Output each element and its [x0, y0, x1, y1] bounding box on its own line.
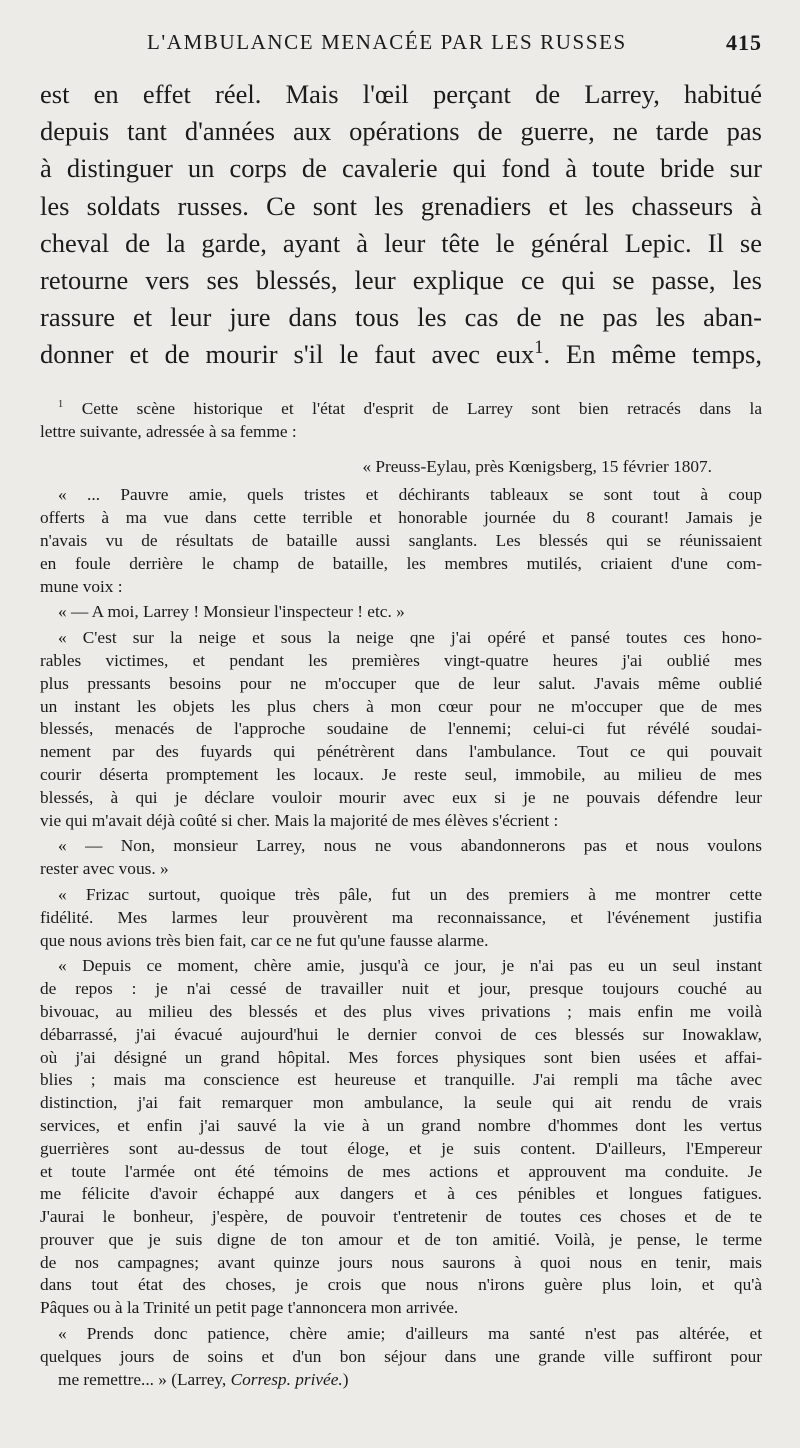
- text-fragment: me remettre... » (Larrey,: [58, 1369, 231, 1389]
- footnote-line: services, et enfin j'ai sauvé la vie à un grand nombre d'hommes dont les vertus: [40, 1115, 762, 1135]
- text-line: cheval de la garde, ayant à leur tête le général Lepic. Il se: [40, 227, 762, 258]
- running-title: L'AMBULANCE MENACÉE PAR LES RUSSES: [147, 30, 627, 54]
- footnote-line: mune voix :: [40, 576, 123, 596]
- footnote-line: lettre suivante, adressée à sa femme :: [40, 421, 297, 441]
- footnote-reference: 1: [534, 337, 544, 359]
- text-fragment: donner et de mourir s'il le faut avec eux: [40, 339, 535, 370]
- footnote-line: et toute l'armée ont été témoins de mes actions et approuvent ma conduite. Je: [40, 1161, 762, 1181]
- text-fragment: ): [342, 1369, 349, 1389]
- footnote-line: un instant les objets les plus chers à mon cœur pour ne m'occuper que de mes: [40, 696, 762, 716]
- footnote-line: que nous avions très bien fait, car ce ne fut qu'une fausse alarme.: [40, 930, 489, 950]
- footnote-line: où j'ai désigné un grand hôpital. Mes forces physiques sont bien usées et affai-: [40, 1047, 762, 1067]
- footnote-line: de nos campagnes; avant quinze jours nous saurons à quoi nous en tenir, mais: [40, 1252, 762, 1272]
- footnote-line: blessés, à qui je déclare vouloir mourir avec eux si je ne pouvais défendre leur: [40, 787, 762, 807]
- footnote-line: en foule derrière le champ de bataille, les membres mutilés, criaient d'une com-: [40, 553, 762, 573]
- footnote-line: « Frizac surtout, quoique très pâle, fut un des premiers à me montrer cette: [58, 884, 762, 904]
- footnote-line: de repos : je n'ai cessé de travailler nuit et jour, presque toujours couché au: [40, 979, 762, 999]
- main-paragraph: [40, 76, 762, 374]
- footnote-line: fidélité. Mes larmes leur prouvèrent ma reconnaissance, et l'événement justifia: [40, 907, 762, 927]
- footnote-line: blies ; mais ma conscience est heureuse et tranquille. J'ai rempli ma tâche avec: [40, 1070, 762, 1090]
- footnote-line: offerts à ma vue dans cette terrible et honorable journée du 8 courant! Jamais je: [40, 508, 762, 528]
- footnote-line: Pâques ou à la Trinité un petit page t'annoncera mon arrivée.: [40, 1298, 459, 1318]
- page-header: [40, 30, 762, 60]
- footnote-line: bivouac, au milieu des blessés et des plus vives privations ; mais enfin me voilà: [40, 1001, 762, 1021]
- letter-dateline: « Preuss-Eylau, près Kœnigsberg, 15 février 1807.: [362, 456, 712, 476]
- footnote-line: prouver que je suis digne de ton amour et de ton amitié. Voilà, je pense, le terme: [40, 1229, 762, 1249]
- footnote-line: rables victimes, et pendant les premières vingt-quatre heures j'ai oublié mes: [40, 650, 762, 670]
- footnote-line: J'aurai le bonheur, j'espère, de pouvoir t'entretenir de toutes ces choses et de te: [40, 1207, 762, 1227]
- footnote-line: « Depuis ce moment, chère amie, jusqu'à ce jour, je n'ai pas eu un seul instant: [58, 956, 762, 976]
- text-fragment: Cette scène historique et l'état d'esprit de Larrey sont bien retracés dans la: [81, 399, 762, 418]
- footnote-line: courir déserta promptement les locaux. Je reste seul, immobile, au milieu de mes: [40, 764, 762, 784]
- text-line: depuis tant d'années aux opérations de guerre, ne tarde pas: [40, 116, 762, 147]
- footnote-line: distinction, j'ai fait remarquer mon ambulance, la seule qui ait rendu de vrais: [40, 1093, 762, 1113]
- text-line: [40, 336, 762, 373]
- footnote-line: « C'est sur la neige et sous la neige qne j'ai opéré et pansé toutes ces hono-: [58, 628, 762, 648]
- footnote-line: débarrassé, j'ai évacué aujourd'hui le dernier convoi de ces blessés sur Inowaklaw,: [40, 1024, 762, 1044]
- footnote-line: « Prends donc patience, chère amie; d'ailleurs ma santé n'est pas altérée, et: [58, 1324, 762, 1344]
- footnote-line: [40, 1369, 762, 1392]
- text-line: retourne vers ses blessés, leur explique ce qui se passe, les: [40, 264, 762, 295]
- footnote-line: « — A moi, Larrey ! Monsieur l'inspecteur ! etc. »: [58, 602, 405, 622]
- text-line: rassure et leur jure dans tous les cas de ne pas les aban-: [40, 302, 762, 333]
- footnote-line: « — Non, monsieur Larrey, nous ne vous abandonnerons pas et nous voulons: [58, 836, 762, 856]
- footnote-line: « ... Pauvre amie, quels tristes et déchirants tableaux se sont tout à coup: [58, 485, 762, 505]
- text-line: les soldats russes. Ce sont les grenadiers et les chasseurs à: [40, 190, 762, 221]
- footnote-line: [40, 398, 762, 421]
- footnote-line: plus pressants besoins pour ne m'occuper que de leur salut. J'avais même oublié: [40, 673, 762, 693]
- footnote-line: vie qui m'avait déjà coûté si cher. Mais la majorité de mes élèves s'écrient :: [40, 810, 559, 830]
- footnote-line: rester avec vous. »: [40, 859, 169, 879]
- page-number: 415: [726, 30, 762, 55]
- footnote-line: blessés, menacés de l'approche soudaine de l'ennemi; celui-ci fut révélé soudai-: [40, 719, 762, 739]
- footnote-line: dans tout état des choses, je crois que nous n'irons guère plus loin, et qu'à: [40, 1275, 762, 1295]
- text-fragment: . En même temps,: [543, 339, 762, 370]
- footnote: [40, 398, 762, 1391]
- footnote-line: nement par des fuyards qui pénétrèrent dans l'ambulance. Tout ce qui pouvait: [40, 742, 762, 762]
- text-line: est en effet réel. Mais l'œil perçant de Larrey, habitué: [40, 79, 762, 109]
- footnote-line: guerrières sont au-dessus de tout éloge, et je suis content. D'ailleurs, l'Empereur: [40, 1138, 762, 1158]
- footnote-line: n'avais vu de résultats de bataille aussi sanglants. Les blessés qui se réunissaient: [40, 530, 762, 550]
- source-title: Corresp. privée.: [230, 1369, 343, 1389]
- footnote-line: me félicite d'avoir échappé aux dangers et à ces pénibles et longues fatigues.: [40, 1184, 762, 1204]
- footnote-marker: 1: [58, 399, 64, 411]
- footnote-line: quelques jours de soins et d'un bon séjour dans une grande ville suffiront pour: [40, 1346, 762, 1366]
- letter-body: [40, 484, 762, 1368]
- text-line: à distinguer un corps de cavalerie qui fond à toute bride sur: [40, 153, 762, 184]
